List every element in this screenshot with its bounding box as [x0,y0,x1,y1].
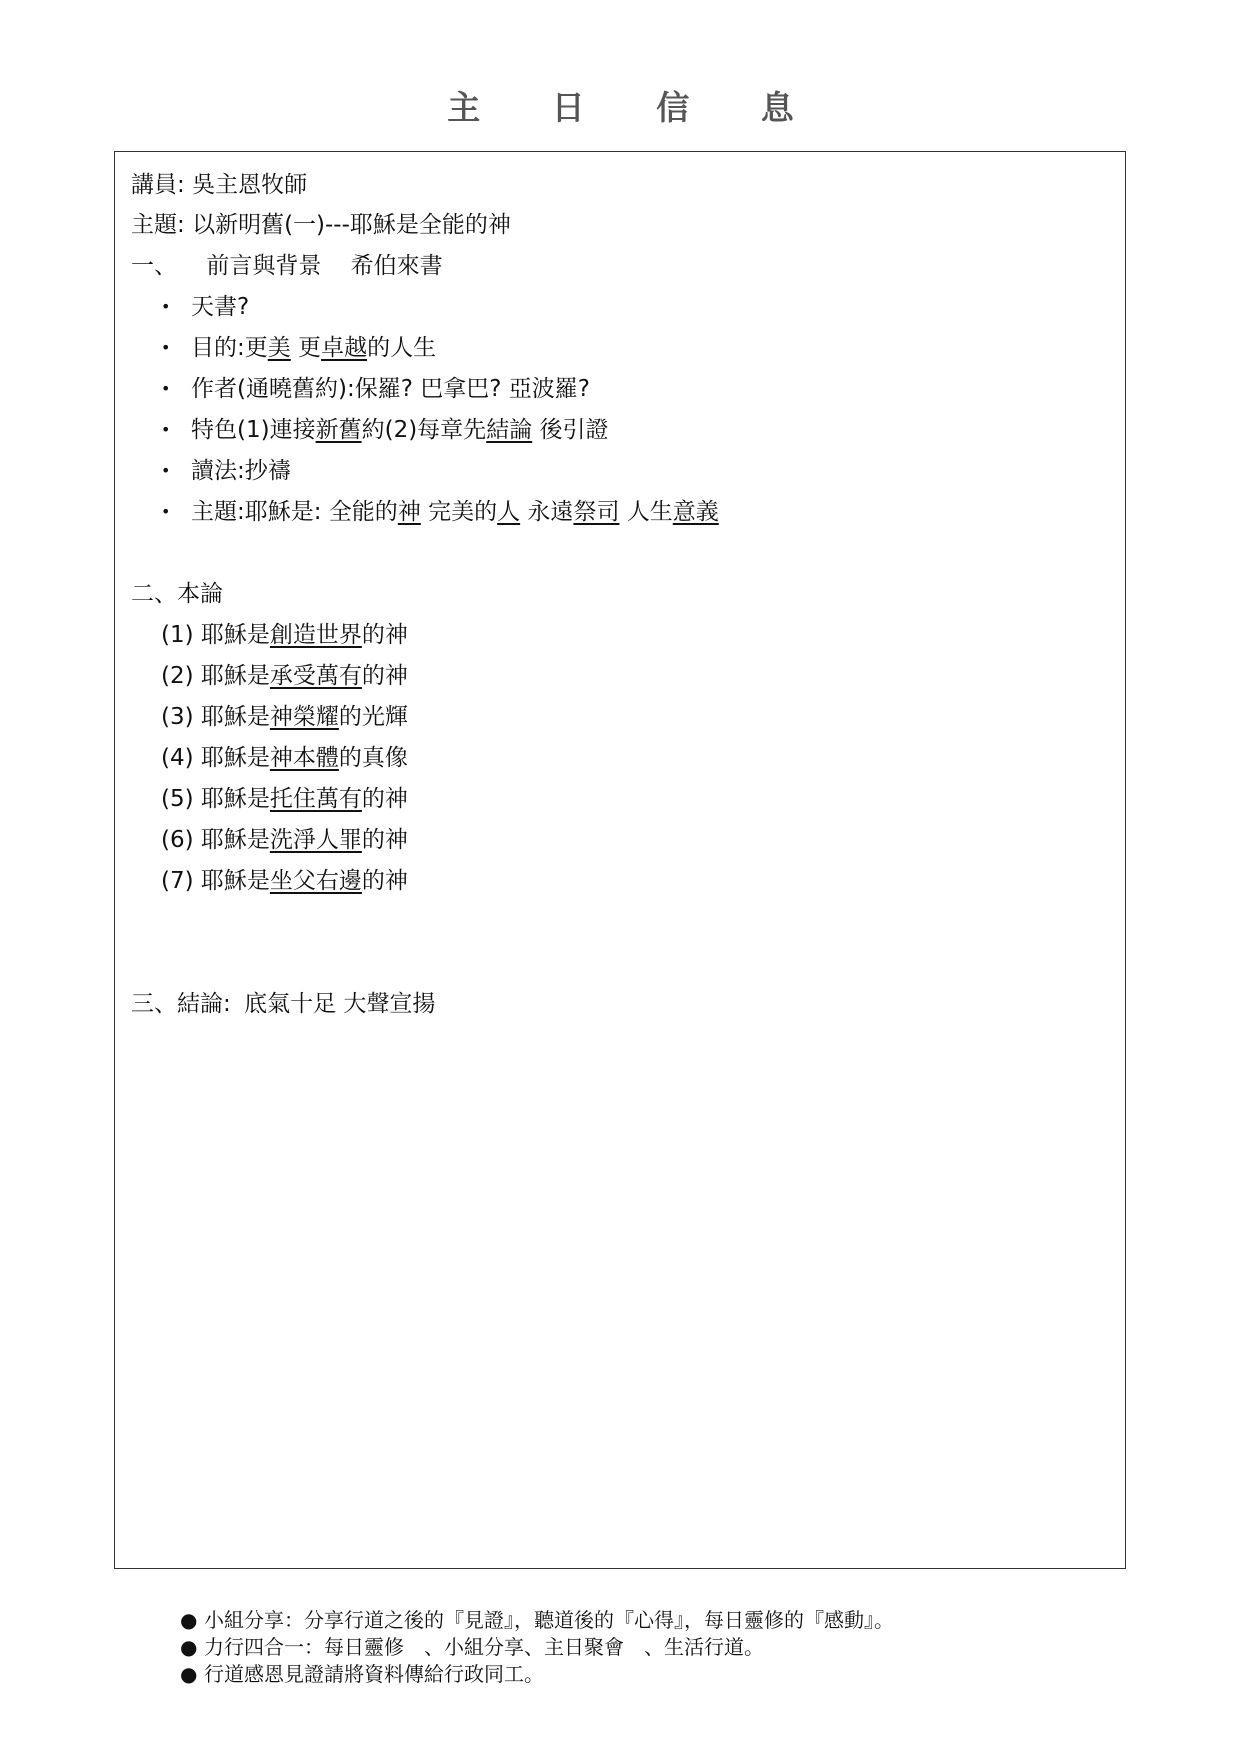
footer-bullet: ● [180,1608,198,1632]
footer-bullet: ● [180,1662,198,1686]
bullet-6-underlined: 祭司 [573,499,620,525]
footer-notes [180,1607,894,1688]
topic-label: 主題: [131,212,185,238]
footer-text: 行道感恩見證請將資料傳給行政同工。 [204,1662,544,1686]
bullet-6-underlined: 神 [397,499,421,525]
bullet-6 [191,497,719,527]
speaker-label: 講員: [131,172,185,198]
bullet-2-underlined: 美 [267,335,291,361]
section1-heading [131,251,443,281]
bullet-2-text: 目的:更 [191,335,268,361]
bullet-6-text: 永遠 [520,499,574,525]
page-title: 主 日 信 息 [447,88,824,127]
topic-line [131,210,511,240]
footer-item [180,1661,894,1688]
bullet-6-underlined: 人 [497,499,521,525]
bullet-4 [191,415,609,445]
list-item [161,784,408,814]
bullet-4-underlined: 新舊 [315,417,362,443]
list-item [161,866,408,896]
footer-text: 小組分享：分享行道之後的『見證』，聽道後的『心得』，每日靈修的『感動』。 [204,1608,894,1632]
topic-text: 以新明舊(一)---耶穌是全能的神 [192,212,511,238]
section3-text: 底氣十足 大聲宣揚 [244,991,436,1017]
section2-heading: 二、本論 [131,581,223,607]
bullet-6-underlined: 意義 [672,499,719,525]
list-item [161,825,408,855]
item-text: 的神 [361,868,408,894]
item-underlined: 坐父右邊 [269,868,362,894]
item-text: 的神 [361,786,408,812]
item-underlined: 托住萬有 [269,786,362,812]
list-item [161,661,408,691]
bullet-6-text: 主題:耶穌是: 全能的 [191,499,398,525]
bullet-6-text: 完美的 [420,499,498,525]
item-underlined: 承受萬有 [269,663,362,689]
sermon-notes-box [114,151,1126,1569]
bullet-6-text: 人生 [619,499,673,525]
section1-number: 一、 [131,253,177,279]
item-number: (5) [161,786,194,812]
item-text: 的光輝 [338,704,408,730]
bullet-dot: • [161,338,171,357]
speaker-name: 吳主恩牧師 [192,172,308,198]
bullet-5: 讀法:抄禱 [191,458,291,484]
item-text: 耶穌是 [200,786,270,812]
bullet-2-text: 更 [290,335,322,361]
bullet-1: 天書? [191,294,250,320]
list-item [161,620,408,650]
item-number: (3) [161,704,194,730]
item-text: 耶穌是 [200,663,270,689]
speaker-line [131,170,307,200]
item-text: 耶穌是 [200,622,270,648]
item-text: 的神 [361,622,408,648]
item-text: 的神 [361,827,408,853]
bullet-4-text: 約(2)每章先 [361,417,487,443]
item-underlined: 神本體 [269,745,339,771]
section1-book: 希伯來書 [350,253,443,279]
item-text: 的神 [361,663,408,689]
list-item [161,702,408,732]
item-number: (1) [161,622,194,648]
bullet-dot: • [161,461,171,480]
bullet-2-text: 的人生 [367,335,437,361]
bullet-4-underlined: 結論 [486,417,533,443]
item-text: 耶穌是 [200,868,270,894]
bullet-dot: • [161,379,171,398]
section3-heading: 三、結論: [131,991,231,1017]
item-number: (6) [161,827,194,853]
footer-bullet: ● [180,1635,198,1659]
bullet-4-text: 後引證 [532,417,609,443]
item-underlined: 洗淨人罪 [269,827,362,853]
bullet-3: 作者(通曉舊約):保羅? 巴拿巴? 亞波羅? [191,376,590,402]
item-text: 耶穌是 [200,827,270,853]
footer-item [180,1634,894,1661]
footer-item [180,1607,894,1634]
bullet-2-underlined: 卓越 [321,335,368,361]
bullet-dot: • [161,297,171,316]
item-text: 耶穌是 [200,745,270,771]
item-text: 耶穌是 [200,704,270,730]
list-item [161,743,408,773]
footer-text: 力行四合一：每日靈修 、小組分享、主日聚會 、生活行道。 [204,1635,764,1659]
section1-title: 前言與背景 [206,253,322,279]
bullet-2 [191,333,436,363]
bullet-dot: • [161,502,171,521]
item-underlined: 神榮耀 [269,704,339,730]
item-underlined: 創造世界 [269,622,362,648]
item-number: (4) [161,745,194,771]
item-number: (2) [161,663,194,689]
item-text: 的真像 [338,745,408,771]
bullet-4-text: 特色(1)連接 [191,417,316,443]
section3-line [131,989,435,1019]
item-number: (7) [161,868,194,894]
bullet-dot: • [161,420,171,439]
